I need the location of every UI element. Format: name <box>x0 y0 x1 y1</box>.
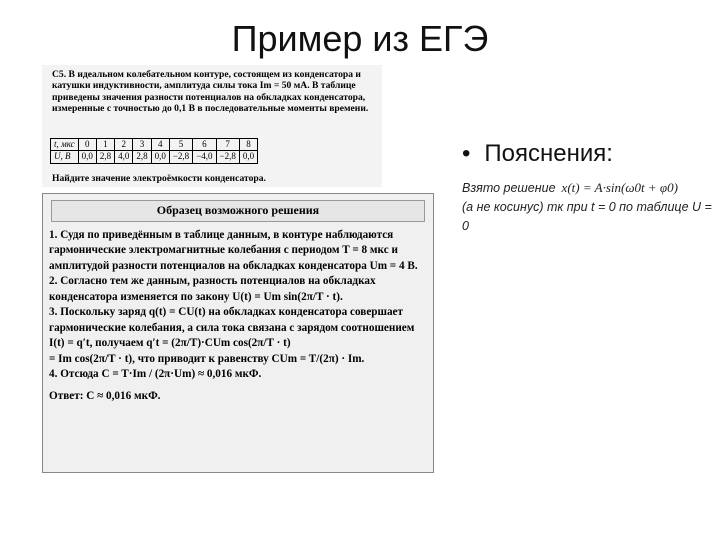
problem-statement-image <box>42 65 382 187</box>
table-cell: 2,8 <box>133 151 151 163</box>
table-cell: −4,0 <box>193 151 216 163</box>
table-cell: 1 <box>96 139 114 151</box>
explanation-line-2: (а не косинус) тк при t = 0 по таблице U = 0 <box>462 200 712 233</box>
table-cell: −2,8 <box>169 151 192 163</box>
solution-step-2: 2. Согласно тем же данным, разность потенциалов на обкладках конденсатора изменяется по закону U(t) = Um sin(2π/T · t). <box>49 275 376 303</box>
bullet-heading-text: Пояснения: <box>484 140 613 167</box>
bullet-dot-icon: • <box>462 140 471 167</box>
table-cell: 6 <box>193 139 216 151</box>
table-row-header: t, мкс <box>51 139 79 151</box>
problem-question: Найдите значение электроёмкости конденсатора. <box>52 173 266 184</box>
solution-answer: Ответ: C ≈ 0,016 мкФ. <box>49 389 161 402</box>
solution-step-3a: 3. Поскольку заряд q(t) = CU(t) на обкладках конденсатора совершает гармонические колебания, а сила тока связана с зарядом соотношением I(t) = q′t, получаем q′t = (2π/T)·CUm cos(2π/T · t) <box>49 306 415 349</box>
explanation-note <box>462 178 717 236</box>
table-cell: 0,0 <box>78 151 96 163</box>
table-cell: 2,8 <box>96 151 114 163</box>
table-cell: −2,8 <box>216 151 239 163</box>
explanation-line-1: Взято решение <box>462 181 556 195</box>
table-cell: 0,0 <box>239 151 257 163</box>
solution-step-3b: = Im cos(2π/T · t), что приводит к равенству CUm = T/(2π) · Im. <box>49 352 365 365</box>
table-cell: 0 <box>78 139 96 151</box>
problem-text: С5. В идеальном колебательном контуре, состоящем из конденсатора и катушки индуктивности, амплитуда силы тока Im = 50 мА. В таблице приведены значения разности потенциалов на обкладках конденсатора, измеренные с точностью до 0,1 В в последовательные моменты времени. <box>52 69 369 114</box>
table-cell: 7 <box>216 139 239 151</box>
data-table <box>50 138 258 164</box>
slide-title: Пример из ЕГЭ <box>231 18 489 59</box>
solution-panel <box>42 193 434 473</box>
table-row <box>51 139 258 151</box>
bullet-heading <box>462 140 613 168</box>
solution-step-1: 1. Судя по приведённым в таблице данным, в контуре наблюдаются гармонические электромагнитные колебания с периодом T = 8 мкс и амплитудой разности потенциалов на обкладках конденсатора Um = 4 В. <box>49 228 418 272</box>
solution-header: Образец возможного решения <box>51 200 425 222</box>
table-cell: 2 <box>115 139 133 151</box>
table-row <box>51 151 258 163</box>
table-cell: 0,0 <box>151 151 169 163</box>
solution-step-4: 4. Отсюда C = T·Im / (2π·Um) ≈ 0,016 мкФ. <box>49 368 262 380</box>
table-cell: 4,0 <box>115 151 133 163</box>
table-cell: 4 <box>151 139 169 151</box>
table-cell: 5 <box>169 139 192 151</box>
table-row-header: U, В <box>51 151 79 163</box>
table-cell: 3 <box>133 139 151 151</box>
table-cell: 8 <box>239 139 257 151</box>
explanation-formula: x(t) = A·sin(ω0t + φ0) <box>561 180 678 195</box>
